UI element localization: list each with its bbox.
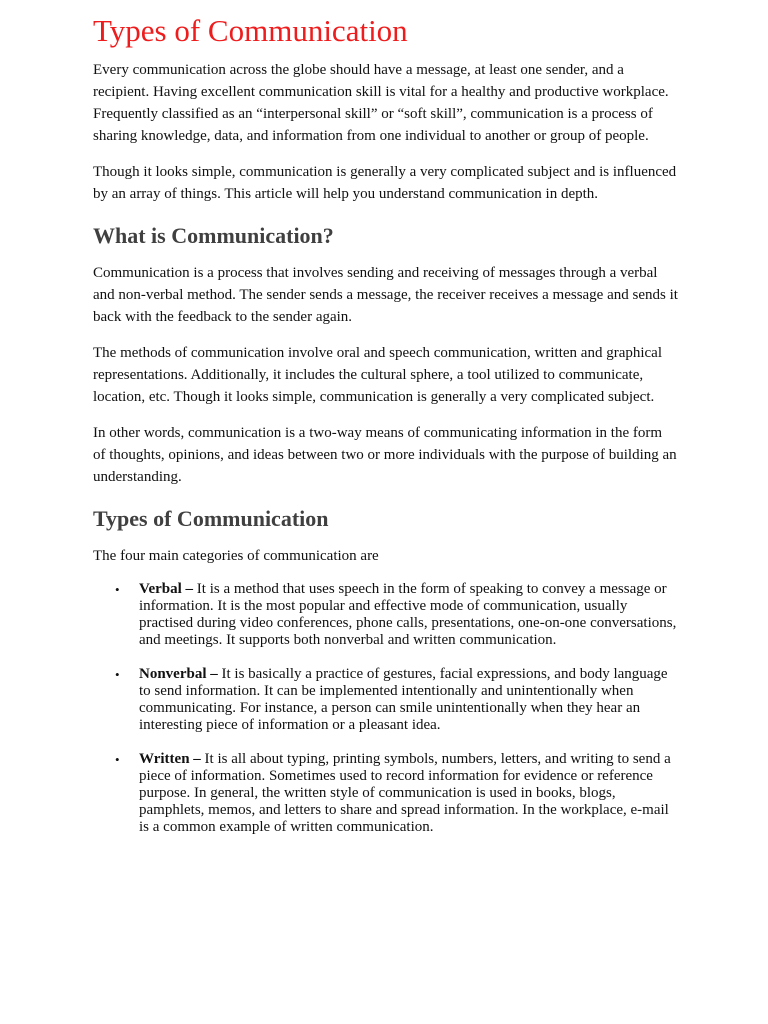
description-verbal: It is a method that uses speech in the form of speaking to convey a message or information. It is the most popular and effective mode of communication, usually practised during video conferences, phone calls, presentations, one-on-one conversations, and meetings. It supports both nonverbal and written communication.	[139, 581, 677, 648]
list-item-nonverbal	[93, 666, 678, 734]
what-is-paragraph-2: The methods of communication involve oral and speech communication, written and graphical representations. Additionally, it includes the cultural sphere, a tool utilized to communicate, location, etc. Though it looks simple, communication is generally a very complicated subject.	[93, 345, 662, 405]
types-of-communication-heading: Types of Communication	[93, 506, 329, 531]
what-is-paragraph-3: In other words, communication is a two-way means of communicating information in the form of thoughts, opinions, and ideas between two or more individuals with the purpose of building an understanding.	[93, 425, 677, 485]
types-intro-paragraph: The four main categories of communication are	[93, 548, 379, 564]
description-nonverbal: It is basically a practice of gestures, facial expressions, and body language to send information. It can be implemented intentionally and unintentionally when communicating. For instance, a person can smile unintentionally when they hear an interesting piece of information or a pleasant idea.	[139, 666, 668, 733]
document-title: Types of Communication	[93, 13, 408, 48]
bullet-icon: •	[115, 752, 120, 767]
term-written: Written –	[139, 751, 201, 767]
document-page	[93, 0, 678, 853]
intro-paragraph-1: Every communication across the globe should have a message, at least one sender, and a recipient. Having excellent communication skill is vital for a healthy and productive workplace. Frequently classified as an “interpersonal skill” or “soft skill”, communication is a process of sharing knowledge, data, and information from one individual to another or group of people.	[93, 62, 669, 144]
bullet-icon: •	[115, 667, 120, 682]
description-written: It is all about typing, printing symbols, numbers, letters, and writing to send a piece of information. Sometimes used to record information for evidence or reference purpose. In general, the written style of communication is used in books, blogs, pamphlets, memos, and letters to share and spread information. In the workplace, e-mail is a common example of written communication.	[139, 751, 671, 835]
what-is-paragraph-1: Communication is a process that involves sending and receiving of messages through a verbal and non-verbal method. The sender sends a message, the receiver receives a message and sends it back with the feedback to the sender again.	[93, 265, 678, 325]
list-item-verbal	[93, 581, 678, 649]
communication-types-list	[93, 581, 678, 836]
bullet-icon: •	[115, 582, 120, 597]
what-is-communication-heading: What is Communication?	[93, 223, 334, 248]
list-item-written	[93, 751, 678, 836]
intro-paragraph-2: Though it looks simple, communication is generally a very complicated subject and is influenced by an array of things. This article will help you understand communication in depth.	[93, 164, 677, 202]
term-nonverbal: Nonverbal –	[139, 666, 218, 682]
term-verbal: Verbal –	[139, 581, 194, 597]
